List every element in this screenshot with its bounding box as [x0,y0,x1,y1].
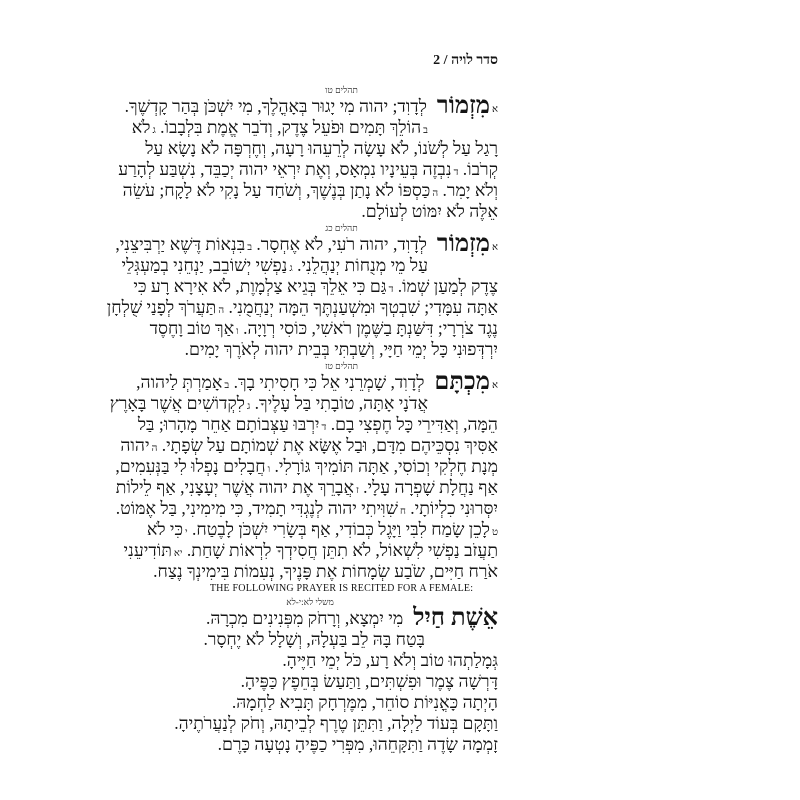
psalm-16 [109,369,498,582]
verse-line [136,369,498,395]
verse-text: בִּנְאוֹת דֶּשֶׁא יַרְבִּיצֵנִי, [115,234,246,254]
verse-text: וְלֹא יָמִר. [438,180,498,200]
verse-number: ה [432,188,439,199]
verse-line [115,456,498,477]
opening-word: מִכְתָּם [434,369,490,395]
verse-text: לִקְדוֹשִׁים אֲשֶׁר בָּאָרֶץ [109,393,245,413]
psalm-23 [106,231,498,360]
verse-line [185,692,498,713]
verse-number: ב [247,242,253,253]
verse-number: ח [399,506,406,517]
verse-line [185,201,498,222]
verse-text: אֲבָרֵךְ אֶת יהוה אֲשֶׁר יְעָצָנִי, אַף לֵילוֹת [115,477,354,497]
verse-text: אַף נַחֲלָת שָׁפְרָה עָלָי. [358,477,498,497]
verse-number: ה [151,443,158,454]
verse-text: אָמַרְתְּ לַיהוה, [136,372,223,392]
verse-text: תַעֲזֹב נַפְשִׁי לִשְׁאוֹל, לֹא תִתֵּן חֲסִידְךָ לִרְאוֹת שָׁחַת. [182,540,498,560]
verse-number: ב [224,380,230,391]
verse-text: דָּרְשָׁה צֶמֶר וּפִשְׁתִּים, וַתַּעַשׂ בְּחֵפֶץ כַּפֶּיהָ. [240,671,498,691]
verse-text: רָגַל עַל לְשֹׁנוֹ, לֹא עָשָׂה לְרֵעֵהוּ רָעָה, וְחֶרְפָּה לֹא נָשָׂא עַל [145,138,498,158]
verse-line [115,231,498,257]
verse-text: אֹרַח חַיִּים, שֹׂבַע שְׂמָחוֹת אֶת פָּנֶיךָ, נְעִמוֹת בִּימִינְךָ נֶצַח. [153,561,498,581]
verse-line [131,117,428,138]
verse-number: ה [218,305,225,316]
verse-number: ד [453,167,459,178]
verse-text: אֲדֹנָי אָתָּה, טוֹבָתִי בַּל עָלֶיךָ. [250,393,428,413]
verse-line [185,671,498,692]
verse-text: הוֹלֵךְ תָּמִים וּפֹעֵל צֶדֶק, וְדֹבֵר אֱמֶת בִּלְבָבוֹ. [155,117,422,137]
eshet-chayil [174,605,498,755]
verse-text: תַּעֲרֹךְ לְפָנַי שֻׁלְחָן [106,297,217,317]
verse-text: יִרְבּוּ עַצְּבוֹתָם אַחֵר מָהָרוּ; בַּל [137,414,320,434]
verse-text: וַתָּקָם בְּעוֹד לַיְלָה, וַתִּתֵּן טֶרֶף לְבֵיתָהּ, וְחֹק לְנַעֲרֹתֶיהָ. [174,713,498,733]
psalm-15-caption: תהלים טו [325,85,358,95]
verse-text: זָמְמָה שָׂדֶה וַתִּקָּחֵהוּ, מִפְּרִי כַפֶּיהָ נָטְעָה כָּרֶם. [217,734,498,754]
text-column [106,84,498,755]
verse-line [185,650,498,671]
verse-line [120,435,498,456]
verse-line [185,629,425,650]
verse-text: אַסִּיךְ נִסְכֵּיהֶם מִדָּם, וּבַל אֶשָּׂא אֶת שְׁמוֹתָם עַל שְׂפָתָי. [157,435,498,455]
verse-text: גְּמָלַתְהוּ טוֹב וְלֹא רָע, כֹּל יְמֵי חַיֶּיהָ. [282,650,498,670]
verse-text: הָיְתָה כָּאֳנִיּוֹת סוֹחֵר, מִמֶּרְחָק תָּבִיא לַחְמָהּ. [231,692,498,712]
header-separator: / [440,53,452,68]
verse-number: ו [267,464,271,475]
verse-line [121,255,428,276]
opening-word: מִזְמוֹר [436,93,490,119]
verse-number: ד [388,284,394,295]
psalm-23-caption: תהלים כג [325,223,358,233]
verse-text: אֵלֶּה לֹא יִמּוֹט לְעוֹלָם. [361,201,498,221]
verse-text: בָּטַח בָּהּ לֵב בַּעְלָהּ, וְשָׁלָל לֹא יֶחְסָר. [203,629,425,649]
verse-text: לְדָוִד; יהוה מִי יָגוּר בְּאָהֳלֶךָ, מִי יִשְׁכֹּן בְּהַר קָדְשֶׁךָ. [124,96,427,116]
verse-line [115,498,498,519]
verse-line [124,93,498,119]
verse-text: חֲבָלִים נָפְלוּ לִי בַּנְּעִמִים, [115,456,266,476]
verse-text: תּוֹדִיעֵנִי [123,540,172,560]
verse-number: יא [173,548,183,559]
verse-number: ג [246,401,251,412]
verse-line [146,519,498,540]
psalm-16-caption: תהלים טז [324,361,359,371]
verse-line [145,138,498,159]
psalm-15 [118,93,498,222]
verse-number: א [491,380,498,391]
verse-line [133,276,498,297]
verse-line [122,180,498,201]
verse-line [118,159,498,180]
page-number: 2 [433,53,441,68]
verse-text: לֹא [131,117,151,137]
verse-number: א [491,104,498,115]
verse-line [123,540,498,561]
mishlei-caption: משלי לא:י-לא [286,597,334,607]
verse-text: לְדָוִד, יהוה רֹעִי, לֹא אֶחְסָר. [252,234,427,254]
verse-text: יִרְדְּפוּנִי כָּל יְמֵי חַיָּי, וְשַׁבְתִּי בְּבֵית יהוה לְאֹרֶךְ יָמִים. [184,339,498,359]
verse-line [185,734,498,755]
verse-text: גַּם כִּי אֵלֵךְ בְּגֵיא צַלְמָוֶת, לֹא אִירָא רָע כִּי [133,276,387,296]
verse-text: נֶגֶד צֹרְרָי; דִּשַּׁנְתָּ בַשֶּׁמֶן רֹאשִׁי, כּוֹסִי רְוָיָה. [238,318,498,338]
verse-text: נַפְשִׁי יְשׁוֹבֵב, יַנְחֵנִי בְמַעְגְּלֵי [121,255,288,275]
female-prayer-note: THE FOLLOWING PRAYER IS RECITED FOR A FEMALE: [209,583,474,594]
verse-line [174,713,498,734]
verse-text: מִי יִמְצָא, וְרָחֹק מִפְּנִינִים מִכְרָהּ. [205,608,404,628]
verse-text: אַךְ טוֹב וָחֶסֶד [149,318,235,338]
verse-number: ו [236,326,239,337]
verse-text: הֵמָּה, וְאַדִּירֵי כָּל חֶפְצִי בָם. [326,414,498,434]
verse-line [153,561,498,582]
verse-line [115,477,498,498]
verse-text: כַּסְפּוֹ לֹא נָתַן בְּנֶשֶׁךְ, וְשֹׁחַד עַל נָקִי לֹא לָקָח; עֹשֵׂה [122,180,431,200]
verse-number: ט [491,527,498,538]
verse-number: ז [355,485,359,496]
verse-text: קְרֹבוֹ. [458,159,498,179]
verse-text: לָכֵן שָׂמַח לִבִּי וַיָּגֶל כְּבוֹדִי, אַף בְּשָׂרִי יִשְׁכֹּן לָבֶטַח. [187,519,490,539]
verse-text: מְנָת חֶלְקִי וְכוֹסִי, אַתָּה תּוֹמִיךְ גּוֹרָלִי. [270,456,498,476]
verse-number: ג [289,263,293,274]
header-title: סדר לויה [451,53,498,68]
opening-word: אֵשֶׁת חַיִל [413,605,498,631]
running-header [433,52,498,70]
verse-text: צֶדֶק לְמַעַן שְׁמוֹ. [393,276,498,296]
verse-number: א [491,242,498,253]
verse-text: עַל מֵי מְנֻחוֹת יְנַהֲלֵנִי. [292,255,428,275]
verse-number: ד [321,422,327,433]
verse-text: יהוה [120,435,150,455]
verse-line [185,605,498,631]
verse-number: ג [152,125,156,136]
verse-line [106,297,498,318]
verse-line [109,393,428,414]
verse-line [185,339,498,360]
verse-text: שִׁוִּיתִי יהוה לְנֶגְדִּי תָמִיד, כִּי מִימִינִי, בַּל אֶמּוֹט. [115,498,398,518]
verse-number: ב [423,125,428,136]
verse-text: כִּי לֹא [146,519,184,539]
opening-word: מִזְמוֹר [436,231,490,257]
verse-line [149,318,498,339]
verse-text: נִבְזֶה בְּעֵינָיו נִמְאָס, וְאֶת יִרְאֵי יהוה יְכַבֵּד, נִשְׁבַּע לְהָרַע [118,159,452,179]
verse-number: י [185,527,188,538]
verse-text: לְדָוִד, שָׁמְרֵנִי אֵל כִּי חָסִיתִי בָךְ. [229,372,425,392]
verse-text: יִסְּרוּנִי כִלְיוֹתָי. [405,498,498,518]
verse-text: אַתָּה עִמָּדִי; שִׁבְטְךָ וּמִשְׁעַנְתֶּךָ הֵמָּה יְנַחֲמֻנִי. [224,297,498,317]
verse-line [137,414,498,435]
